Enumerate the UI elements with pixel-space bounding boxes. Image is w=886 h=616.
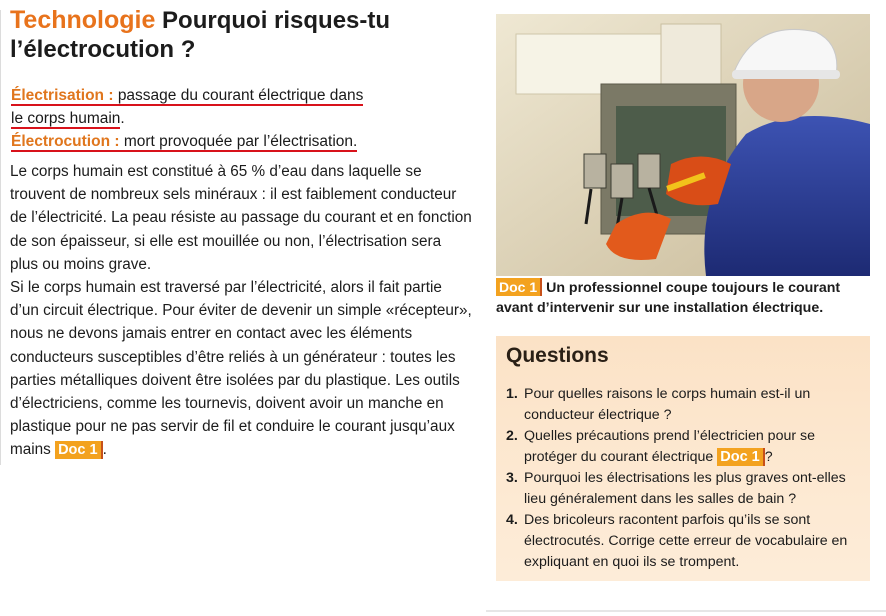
electrician-photo	[496, 14, 870, 276]
article-column	[0, 0, 480, 470]
paragraph-2-text: Si le corps humain est traversé par l’électricité, alors il fait partie d’un circuit électrique. Pour éviter de devenir un simple «récepteur», nous ne devons jamais entrer en contact avec les éléments conducteurs susceptibles d’être reliés à un générateur : toutes les parties métalliques doivent être isolées par du plastique. Les outils d’électriciens, comme les tournevis, doivent avoir un manche en plastique pour ne pas servir de fil et conduire le courant jusqu’aux mains	[10, 279, 472, 459]
term-electrisation: Électrisation :	[11, 87, 114, 104]
definition-electrocution: Électrocution : mort provoquée par l’électrisation.	[11, 133, 358, 150]
question-item	[506, 510, 866, 573]
question-number: 4.	[506, 512, 518, 528]
figure-doc-badge: Doc 1	[496, 278, 542, 296]
definitions-block	[11, 84, 363, 153]
body-text	[10, 160, 472, 462]
question-text: Pour quelles raisons le corps humain est-il un conducteur électrique ?	[524, 386, 811, 423]
questions-box	[496, 336, 870, 581]
question-text: Quelles précautions prend l’électricien pour se protéger du courant électrique	[524, 428, 816, 465]
questions-title: Questions	[506, 344, 609, 367]
question-number: 3.	[506, 470, 518, 486]
question-item	[506, 384, 866, 426]
question-doc-badge[interactable]: Doc 1	[717, 448, 765, 466]
caption-text: Un professionnel coupe toujours le courant avant d’intervenir sur une installation électrique.	[496, 280, 841, 316]
section-kicker: Technologie	[10, 6, 156, 34]
column-divider	[0, 10, 1, 465]
question-item	[506, 468, 866, 510]
question-number: 1.	[506, 386, 518, 402]
title-line-1: Pourquoi risques-tu	[162, 7, 391, 34]
def-electrisation-2: le corps humain	[11, 110, 121, 127]
question-number: 2.	[506, 428, 518, 444]
question-item	[506, 426, 866, 468]
page-title	[10, 6, 470, 64]
figure-caption	[496, 278, 876, 318]
question-tail: ?	[764, 449, 773, 465]
bottom-divider	[486, 610, 886, 612]
def-electrisation-1: passage du courant électrique dans	[117, 87, 364, 104]
def-electrocution: mort provoquée par l’électrisation	[123, 133, 353, 150]
term-electrocution: Électrocution :	[11, 133, 120, 150]
question-text: Pourquoi les électrisations les plus graves ont-elles lieu généralement dans les salles de bain ?	[524, 470, 846, 507]
doc-reference-badge[interactable]: Doc 1	[55, 441, 103, 459]
questions-list	[506, 384, 866, 573]
title-line-2: l’électrocution ?	[10, 36, 196, 63]
definition-electrisation: Électrisation : passage du courant électrique dans le corps humain.	[11, 87, 364, 127]
question-text: Des bricoleurs racontent parfois qu’ils se sont électrocutés. Corrige cette erreur de vocabulaire en expliquant en quoi ils se trompent.	[524, 512, 848, 570]
paragraph-1: Le corps humain est constitué à 65 % d’eau dans laquelle se trouvent de nombreux sels minéraux : il est faiblement conducteur de l’électricité. La peau résiste au passage du courant et en fonction de son épaisseur, si elle est mouillée ou non, l’électrisation sera plus ou moins grave.	[10, 163, 472, 273]
paragraph-2: Si le corps humain est traversé par l’électricité, alors il fait partie d’un circuit électrique. Pour éviter de devenir un simple «récepteur», nous ne devons jamais entrer en contact avec les éléments conducteurs susceptibles d’être reliés à un générateur : toutes les parties métalliques doivent être isolées par du plastique. Les outils d’électriciens, comme les tournevis, doivent avoir un manche en plastique pour ne pas servir de fil et conduire le courant jusqu’aux mains Doc 1 .	[10, 279, 472, 459]
